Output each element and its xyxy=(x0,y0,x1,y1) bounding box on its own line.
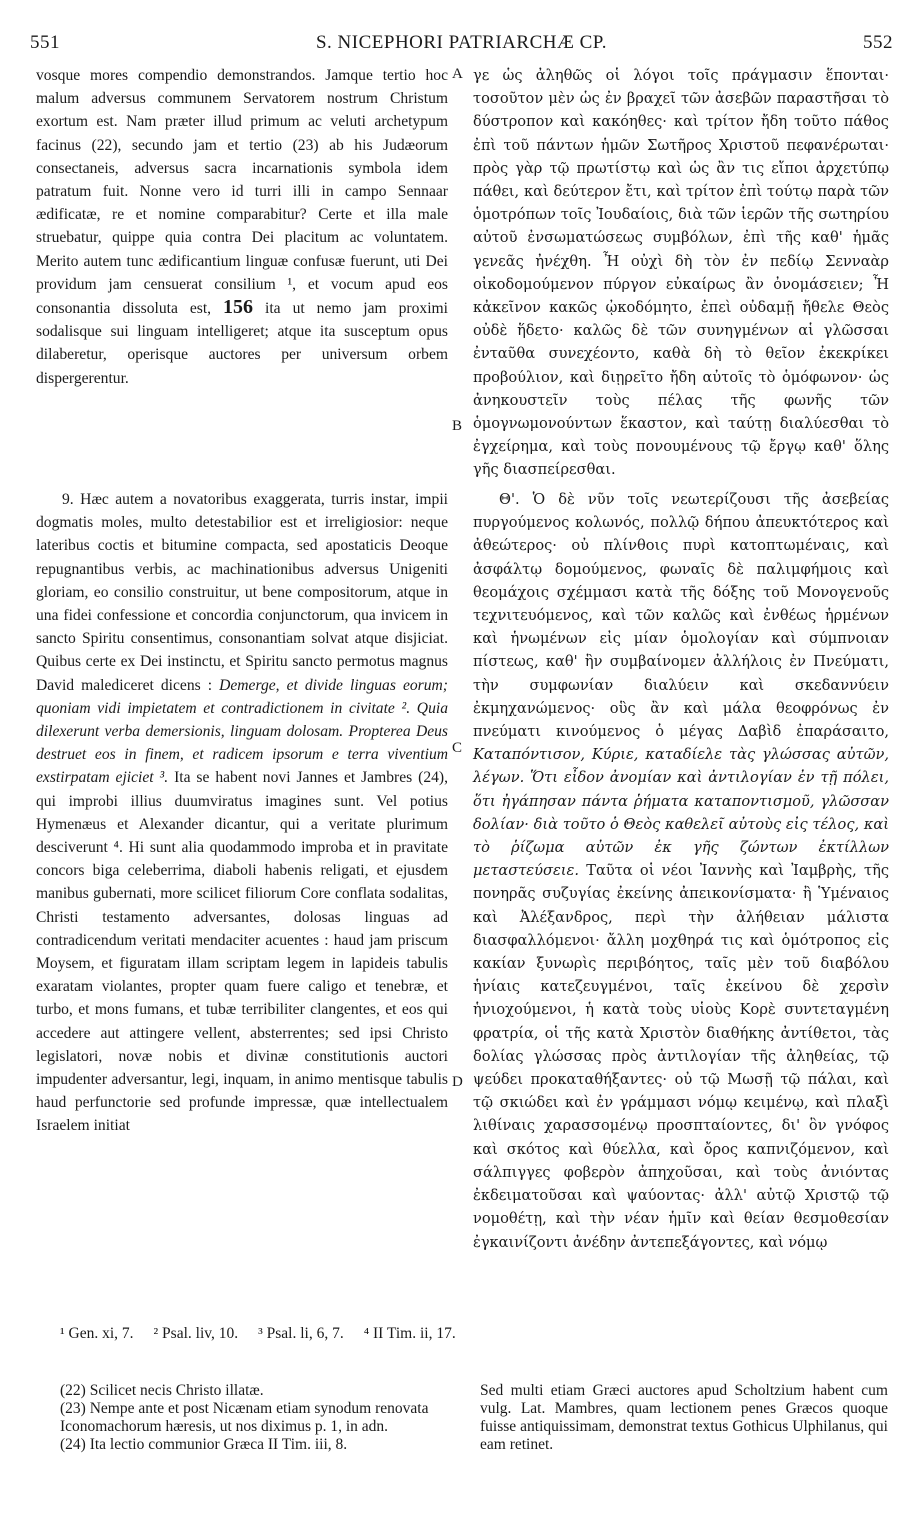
column-number-right: 552 xyxy=(863,32,893,53)
greek-p9-start: Θ'. Ὁ δὲ νῦν τοῖς νεωτερίζουσι τῆς ἀσεβείας πυργούμενος κολωνός, πολλῷ δήπου ἀπευκτότερος καὶ ἀθεώτερος· οὐ πλίνθοις πυρὶ κατοπτωμέναις, καὶ ἀσφάλτῳ δομούμενος, φωναῖς δὲ παλιμφήμοις καὶ θεομάχοις σχέμμασι κατὰ τῆς δόξης τοῦ Μονογενοῦς τεχνιτευόμενος, καὶ τῶν καλῶς καὶ ἐνθέως ἡρμένων καὶ ἡνωμένων εἰς μίαν ὁμολογίαν καὶ σύμπνοιαν πίστεως, καθ' ἣν συμβαίνομεν ἀλλήλοις ἐν Πνεύματι, τὴν συμφωνίαν διαλύειν καὶ σκεδαννύειν ἐκμηχανώμενος· οὓς ἂν καὶ μάλα θεοφρόνως ἐν πνεύματι κινούμενος ὁ μέγας Δαβὶδ ἐπαράσαιτο, xyxy=(473,491,889,741)
scripture-footnotes xyxy=(60,1325,893,1343)
footnote-1: ¹ Gen. xi, 7. xyxy=(60,1325,134,1342)
section-marker-d: D xyxy=(452,1074,463,1090)
latin-paragraph-1 xyxy=(36,64,448,390)
section-marker-c: C xyxy=(452,740,463,756)
editorial-notes-left xyxy=(60,1382,450,1454)
latin-column-bottom xyxy=(36,488,448,1138)
greek-paragraph-9 xyxy=(473,488,889,1254)
page-header xyxy=(30,32,893,58)
note-22: (22) Scilicet necis Christo illatæ. xyxy=(60,1382,264,1399)
footnote-4: ⁴ II Tim. ii, 17. xyxy=(363,1325,456,1342)
running-title: S. NICEPHORI PATRIARCHÆ CP. xyxy=(315,32,607,53)
latin-column-top xyxy=(36,64,448,390)
footnote-3: ³ Psal. li, 6, 7. xyxy=(258,1325,344,1342)
section-marker-b: B xyxy=(452,418,463,434)
latin-paragraph-9 xyxy=(36,488,448,1138)
note-24: (24) Ita lectio communior Græca II Tim. iii, 8. xyxy=(60,1436,348,1453)
editorial-notes-right xyxy=(480,1382,888,1454)
greek-column-bottom xyxy=(473,488,889,1254)
column-number-left: 551 xyxy=(30,32,60,53)
latin-p9-start: 9. Hæc autem a novatoribus exaggerata, turris instar, impii dogmatis moles, multo detestabilior est et irreligiosior: neque lateribus coctis et bitumine compacta, sed apostaticis Deoque repugnantibus verbis, ac machinationibus adversus Unigeniti gloriam, eo consilio construitur, ut bene compositorum, atque in una fidei confessione et concordia conjunctorum, qua invicem in sancto Spiritu consentimus, consonantiam solvat atque disjiciat. Quibus certe ex Dei instinctu, et Spiritu sancto permotus magnus David malediceret dicens : xyxy=(36,491,448,694)
greek-p9-end: Ταῦτα οἱ νέοι Ἰαννὴς καὶ Ἰαμβρὴς, τῆς πονηρᾶς συζυγίας ἐκείνης ἀπεικονίσματα· ἢ Ὑμέναιος καὶ Ἀλέξανδρος, περὶ τὴν ἀλήθειαν μάλιστα διασφαλλόμενοι· ἄλλη μοχθηρά τις καὶ ὁμότροπος εἰς κακίαν ξυνωρὶς περιβόητος, ταῖς μὲν τοῦ διαβόλου ἡνίαις κατεζευγμένοι, ταῖς ἐκείνου δὲ χερσὶν ἡνιοχούμενοι, ἡ κατὰ τοὺς υἱοὺς Κορὲ συντεταγμένη φρατρία, οἱ τῆς κατὰ Χριστὸν διαθήκης ἀντίθετοι, τὰς δολίας γλώσσας πρὸς ἀντιλογίαν τῆς ἀληθείας, τῷ ψεύδει προκαταθήξαντες· οὐ τῷ Μωσῇ τῷ πάλαι, καὶ τῷ σκιώδει καὶ ἐν γράμμασι νόμῳ κειμένῳ, καὶ πλαξὶ λιθίναις χαρασσομένῳ προσπταίοντες, δι' ὃν γνόφος καὶ σκότος καὶ θύελλα, καὶ ὄρος καπνιζόμενον, καὶ σάλπιγγες φοβερὸν ἀπηχοῦσαι, καὶ τοὺς ἀνιόντας ἐκδειματοῦσαι καὶ ψαύοντας· ἀλλ' αὐτῷ Χριστῷ τῷ νομοθέτῃ, καὶ τὴν νέαν ἡμῖν καὶ θείαν θεσμοθεσίαν ἐγκαινίζοντι ἀνέδην ἀντεπεξάγοντες, καὶ νόμῳ xyxy=(473,862,890,1251)
greek-paragraph-1: γε ὡς ἀληθῶς οἱ λόγοι τοῖς πράγμασιν ἕπονται· τοσοῦτον μὲν ὡς ἐν βραχεῖ τῶν ἀσεβῶν παραστῆσαι τὸ δύστροπον καὶ κακόηθες· καὶ τρίτον ἤδη τοῦτο πάθος ἐπὶ τοῦ πάντων ἡμῶν Σωτῆρος Χριστοῦ πεφανέρωται· πρὸς γὰρ τῷ πρωτίστῳ καὶ ὡς ἂν τις εἴποι ἀρχετύπῳ πάθει, καὶ δεύτερον ἔτι, καὶ τρίτον ἐπὶ τούτῳ παρὰ τῶν ὁμοτρόπων τοῖς Ἰουδαίοις, διὰ τῶν ἱερῶν τῆς σωτηρίου αὐτοῦ ἐνσωματώσεως συμβόλων, ἐπὶ τῆς καθ' ἡμᾶς γενεᾶς ἠνέχθη. Ἦ οὐχὶ δὴ τὸν ἐν πεδίῳ Σενναὰρ οἰκοδομούμενον πύργον εὐκαίρως ἂν ὀνομάσειεν; Ἦ κἀκεῖνον κακῶς ᾠκοδόμητο, ἐπεὶ οὐδαμῇ ἤθελε Θεὸς οὐδὲ ἥδετο· καλῶς δὲ τῶν συνηγμένων αἱ γλῶσσαι ἐνταῦθα συνεχέοντο, καθὰ δὴ τὸ θεῖον ἐκεκρίκει προβούλιον, καὶ διῃρεῖτο ἤδη αὐτοῖς τὸ ὁμόφωνον· ὡς ἀνηκουστεῖν τοὺς πέλας τῆς φωνῆς τῶν ὁμογνωμονούντων ἕκαστον, καὶ ταύτῃ διαλύεσθαι τὸ ἐγχείρημα, καὶ τοὺς πονουμένους τῷ ἔργῳ καθ' ὅλης γῆς διασπείρεσθαι. xyxy=(473,67,889,479)
marginal-number: 156 xyxy=(223,296,254,319)
latin-psalm-quote: Demerge, et divide linguas eorum; quoniam vidi impietatem et contradictionem in civitate ². Quia dilexerunt verba demersionis, linguam dolosam. Propterea Deus destruet eos in finem, et radicem ipsorum e terra viventium exstirpatam ejiciet ³. xyxy=(36,676,448,787)
latin-p1-text: vosque mores compendio demonstrandos. Jamque tertio hoc malum adversus communem Servatorem nostrum Christum exortum est. Nam præter illud primum ac veluti archetypum facinus (22), secundo jam et tertio (23) ab his Judæorum consectaneis, adversus sacra incarnationis symbola idem patratum fuit. Nonne vero id turri illi in campo Sennaar ædificatæ, re et nomine comparabitur? Certe et illa male struebatur, quippe quia contra Dei placitum ac voluntatem. Merito autem tunc ædificantium linguæ confusæ fuerunt, uti Dei providum jam censuerat consilium ¹, et vocum apud eos consonantia dissoluta est, xyxy=(36,67,448,318)
latin-p1-end: ita ut nemo jam proximi sodalisque sui linguam intelligeret; atque ita susceptum opus dilaberetur, operisque auctores per universum orbem dispergerentur. xyxy=(36,300,448,387)
note-24-continued: Sed multi etiam Græci auctores apud Scholtzium habent cum vulg. Lat. Mambres, quam lectionem penes Græcos quoque fuisse antiquissimam, demonstrat textus Gothicus Ulphilanus, qui eam retinet. xyxy=(480,1382,888,1453)
greek-psalm-quote: Καταπόντισον, Κύριε, καταδίελε τὰς γλώσσας αὐτῶν, λέγων. Ὅτι εἶδον ἀνομίαν καὶ ἀντιλογίαν ἐν τῇ πόλει, ὅτι ἠγάπησαν πάντα ῥήματα καταποντισμοῦ, γλῶσσαν δολίαν· διὰ τοῦτο ὁ Θεὸς καθελεῖ αὐτοὺς εἰς τέλος, καὶ τὸ ῥίζωμα αὐτῶν ἐκ γῆς ζώντων ἐκτίλλων μεταστεύσειε. xyxy=(473,746,889,880)
greek-column-top xyxy=(473,64,889,482)
note-23: (23) Nempe ante et post Nicænam etiam synodum renovata Iconomachorum hæresis, ut nos diximus p. 1, in adn. xyxy=(60,1400,429,1435)
section-marker-a: A xyxy=(452,66,463,82)
latin-p9-end: Ita se habent novi Jannes et Jambres (24), qui improbi illius duumviratus imagines sunt. Vel potius Hymenæus et Alexander dicantur, qui a veritate plurimum desciverunt ⁴. Hi sunt alia quodammodo improba et in pravitate concors biga celeberrima, diaboli habenis religati, et ejusdem manibus gubernati, more scilicet filiorum Core conflata sodalitas, Christi testamento adversantes, dolosas linguas ad contradicendum veritati mendaciter acuentes : haud jam priscum Moysem, et figuratam illam scriptam legem in lapideis tabulis exaratam violantes, propter quam fuere caligo et tenebræ, et turbo, et mons fumans, et tubæ terribiliter clangentes, et eos qui accedere aut attingere vellent, absterrentes; sed ipsi Christo legislatori, novæ nobis et divinæ constitutionis auctori impudenter adversantur, legi, inquam, in animo mentisque tabulis haud perfunctorie sed profunde impressæ, quæ intellectualem Israelem initiat xyxy=(36,769,448,1135)
footnote-2: ² Psal. liv, 10. xyxy=(153,1325,239,1342)
